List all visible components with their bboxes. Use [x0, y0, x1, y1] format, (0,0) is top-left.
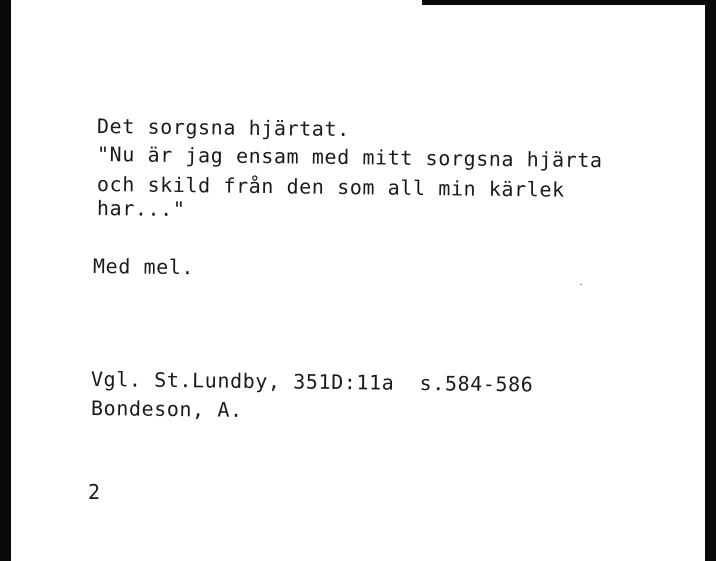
verse-line-1: "Nu är jag ensam med mitt sorgsna hjärta — [96, 142, 603, 173]
scan-border-top — [422, 0, 716, 5]
scan-border-right — [705, 0, 716, 561]
scan-border-left — [0, 0, 11, 561]
archive-reference: Vgl. St.Lundby, 351D:11a s.584-586 — [90, 367, 534, 397]
card-number: 2 — [88, 480, 101, 504]
song-title: Det sorgsna hjärtat. — [96, 114, 350, 142]
collector-name: Bondeson, A. — [90, 396, 243, 422]
scan-speck — [580, 284, 582, 285]
verse-line-2: och skild från den som all min kärlek — [96, 172, 565, 202]
verse-line-3: har..." — [96, 196, 186, 222]
melody-note: Med mel. — [92, 254, 195, 280]
